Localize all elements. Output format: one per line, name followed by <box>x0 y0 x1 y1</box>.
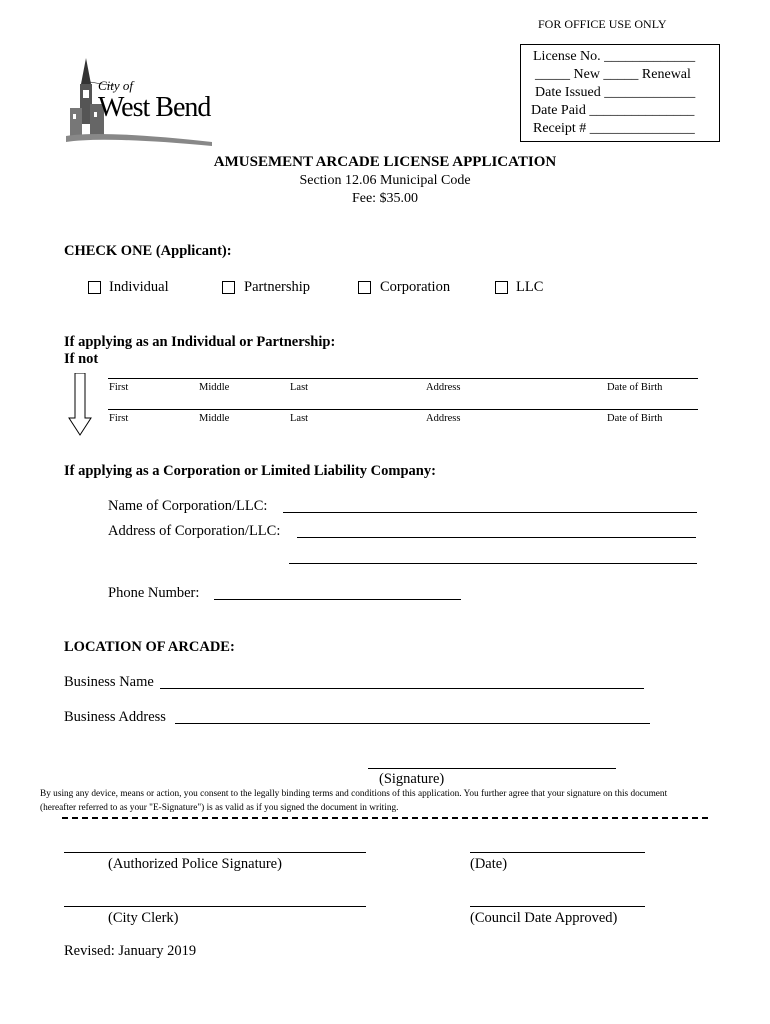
person2-line[interactable] <box>108 409 698 410</box>
if-not-heading: If not <box>64 351 99 367</box>
individual-heading: If applying as an Individual or Partnership: <box>64 334 336 350</box>
signature-label: (Signature) <box>379 771 445 787</box>
person2-middle-label: Middle <box>199 413 230 424</box>
person1-line[interactable] <box>108 378 698 379</box>
date-label: (Date) <box>470 856 508 872</box>
legal-text-line2: (hereafter referred to as your "E-Signature") is as valid as if you signed the document in writing. <box>40 803 399 813</box>
corp-address-field[interactable] <box>297 537 696 538</box>
person1-address-label: Address <box>426 382 461 393</box>
revised-date: Revised: January 2019 <box>64 943 197 959</box>
llc-checkbox[interactable] <box>495 281 508 294</box>
individual-label: Individual <box>109 279 169 295</box>
person2-dob-label: Date of Birth <box>607 413 663 424</box>
legal-text-line1: By using any device, means or action, you consent to the legally binding terms and conditions of this application. You further agree that your signature on this document <box>40 789 668 799</box>
corporation-heading: If applying as a Corporation or Limited Liability Company: <box>64 463 436 479</box>
person2-address-label: Address <box>426 413 461 424</box>
city-clerk-field[interactable] <box>64 906 366 907</box>
person1-dob-label: Date of Birth <box>607 382 663 393</box>
council-date-field[interactable] <box>470 906 645 907</box>
police-signature-field[interactable] <box>64 852 366 853</box>
corp-address-label: Address of Corporation/LLC: <box>108 523 281 539</box>
corporation-checkbox[interactable] <box>358 281 371 294</box>
llc-label: LLC <box>516 279 544 295</box>
new-renewal-field[interactable]: _____ New _____ Renewal <box>535 67 691 82</box>
office-use-box <box>520 44 720 142</box>
business-name-field[interactable] <box>160 688 644 689</box>
person1-last-label: Last <box>290 382 309 393</box>
corp-address-field-2[interactable] <box>289 563 697 564</box>
business-name-label: Business Name <box>64 674 154 690</box>
city-clerk-label: (City Clerk) <box>108 910 179 926</box>
check-one-heading: CHECK ONE (Applicant): <box>64 243 232 259</box>
section-reference: Section 12.06 Municipal Code <box>299 173 471 188</box>
person2-first-label: First <box>109 413 129 424</box>
location-heading: LOCATION OF ARCADE: <box>64 639 235 655</box>
council-date-label: (Council Date Approved) <box>470 910 618 926</box>
logo-west-bend: West Bend <box>98 92 211 123</box>
business-address-label: Business Address <box>64 709 166 725</box>
down-arrow-icon <box>68 373 92 442</box>
date-issued-field[interactable]: Date Issued _____________ <box>535 85 696 100</box>
cut-line <box>62 817 708 819</box>
person2-last-label: Last <box>290 413 309 424</box>
city-logo <box>64 56 214 152</box>
date-paid-field[interactable]: Date Paid _______________ <box>531 103 695 118</box>
police-signature-label: (Authorized Police Signature) <box>108 856 282 872</box>
corp-name-field[interactable] <box>283 512 697 513</box>
license-no-field[interactable]: License No. _____________ <box>533 49 696 64</box>
partnership-label: Partnership <box>244 279 311 295</box>
partnership-checkbox[interactable] <box>222 281 235 294</box>
corporation-label: Corporation <box>380 279 451 295</box>
form-title: AMUSEMENT ARCADE LICENSE APPLICATION <box>213 154 557 170</box>
date-field[interactable] <box>470 852 645 853</box>
individual-checkbox[interactable] <box>88 281 101 294</box>
fee-label: Fee: $35.00 <box>351 191 419 206</box>
phone-field[interactable] <box>214 599 461 600</box>
business-address-field[interactable] <box>175 723 650 724</box>
signature-field[interactable] <box>368 768 616 769</box>
logo-city-of: City of <box>98 78 134 93</box>
phone-label: Phone Number: <box>108 585 200 601</box>
person1-middle-label: Middle <box>199 382 230 393</box>
corp-name-label: Name of Corporation/LLC: <box>108 498 268 514</box>
office-use-label: FOR OFFICE USE ONLY <box>538 17 667 31</box>
person1-first-label: First <box>109 382 129 393</box>
receipt-field[interactable]: Receipt # _______________ <box>533 121 695 136</box>
